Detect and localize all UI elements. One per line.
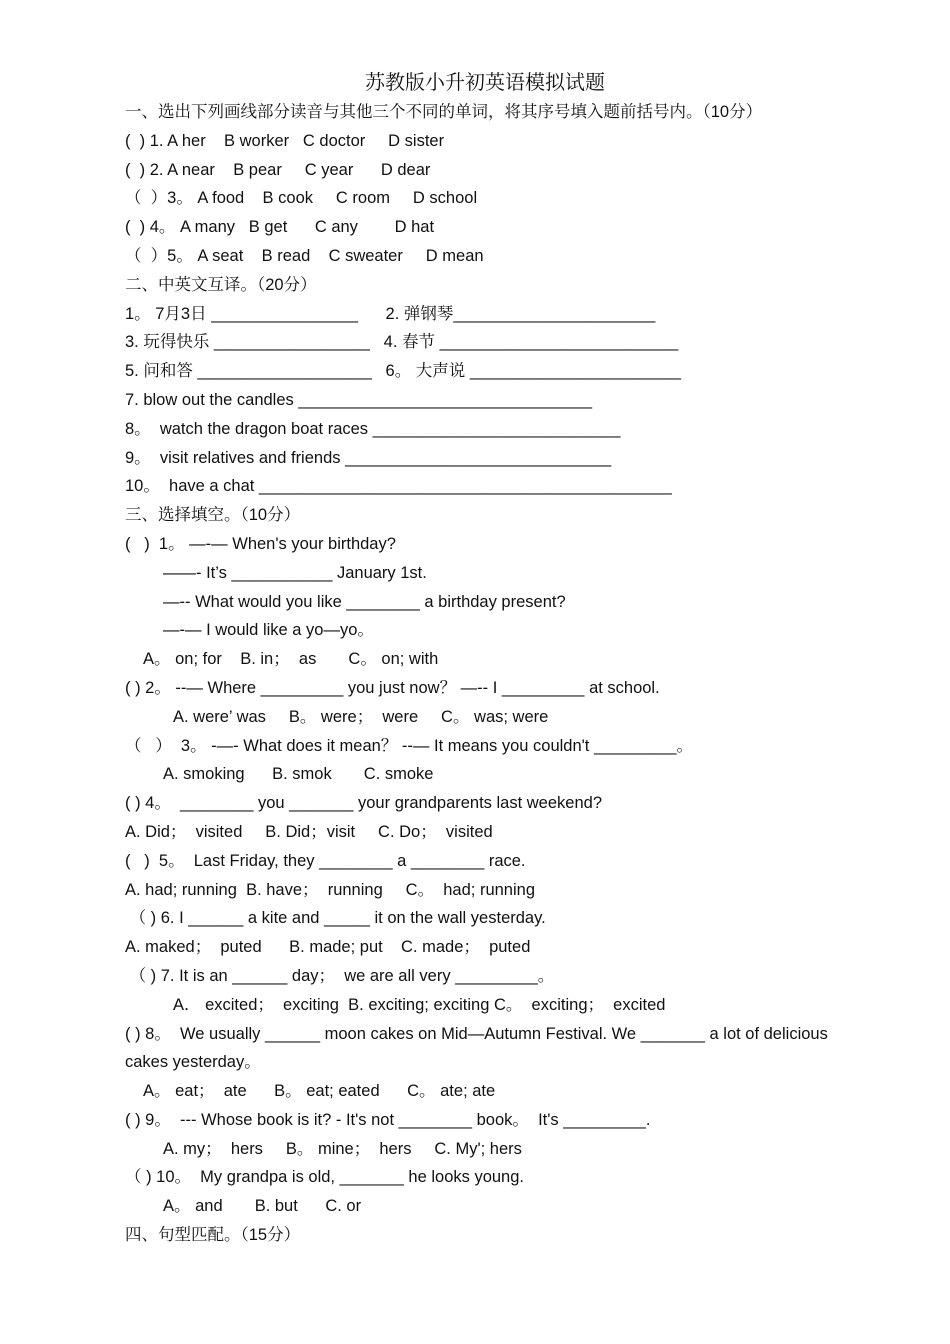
text-line: （ ） 3。 -—- What does it mean？ --— It means you couldn't _________。 [125,736,694,755]
text-line: 3. 玩得快乐 _________________ 4. 春节 __________________________ [125,333,679,352]
text-line: 9。 visit relatives and friends _____________________________ [125,448,612,467]
text-line: （ ）3。 A food B cook C room D school [125,189,478,208]
text-line: 5. 问和答 ___________________ 6。 大声说 _______________________ [125,362,681,381]
text-line: ( ) 4。 A many B get C any D hat [125,218,435,237]
text-line: （ ) 7. It is an ______ day； we are all very _________。 [125,966,555,985]
text-line: A。 and B. but C. or [163,1197,362,1216]
text-line: ( ) 5。 Last Friday, they ________ a ________ race. [125,851,526,870]
text-line: 1。 7月3日 ________________ 2. 弹钢琴______________________ [125,304,656,323]
text-line: ( ) 2. A near B pear C year D dear [125,160,431,179]
text-line: （ ) 6. I ______ a kite and _____ it on the wall yesterday. [125,909,546,928]
text-line: A。 eat； ate B。 eat; eated C。 ate; ate [143,1082,496,1101]
text-line: （ ）5。 A seat B read C sweater D mean [125,246,484,265]
text-line: A． excited； exciting B. exciting; exciting C。 exciting； excited [173,995,666,1014]
text-line: ( ) 4。 ________ you _______ your grandparents last weekend? [125,794,602,813]
text-line: ( ) 9。 --- Whose book is it? - It's not ________ book。 It's _________. [125,1110,651,1129]
text-line: 四、句型匹配。（15分） [125,1226,301,1245]
text-line: A. my； hers B。 mine； hers C. My'; hers [163,1139,522,1158]
text-line: A. maked； puted B. made; put C. made； puted [125,938,531,957]
page-title: 苏教版小升初英语模拟试题 [365,72,605,94]
text-line: 8。 watch the dragon boat races ___________________________ [125,419,621,438]
text-line: ( ) 8。 We usually ______ moon cakes on Mid—Autumn Festival. We _______ a lot of delicious cakes yesterday。 [125,1024,833,1072]
text-line: —-— I would like a yo—yo。 [163,621,374,640]
exam-page [125,68,845,1250]
text-line: ( ) 1. A her B worker C doctor D sister [125,131,445,150]
text-line: 三、选择填空。（10分） [125,506,301,525]
text-line: A. Did； visited B. Did；visit C. Do； visited [125,822,493,841]
text-line: 二、中英文互译。（20分） [125,275,317,294]
text-line: ( ) 1。 —-— When's your birthday? [125,534,396,553]
text-line: （ ) 10。 My grandpa is old, _______ he looks young. [125,1168,524,1187]
text-line: A. had; running B. have； running C。 had; running [125,880,535,899]
text-line: 7. blow out the candles ________________________________ [125,390,593,409]
text-line: A. smoking B. smok C. smoke [163,765,434,784]
exam-body [125,98,845,1250]
text-line: A。 on; for B. in； as C。 on; with [143,650,439,669]
text-line: —-- What would you like ________ a birthday present? [163,592,566,611]
text-line: 一、选出下列画线部分读音与其他三个不同的单词，将其序号填入题前括号内。（10分） [125,103,763,121]
text-line: A. were’ was B。 were； were C。 was; were [173,707,549,726]
text-line: 10。 have a chat _____________________________________________ [125,477,672,496]
text-line: ( ) 2。 --— Where _________ you just now？ —-- I _________ at school. [125,678,660,697]
text-line: ——- It’s ___________ January 1st. [163,563,427,582]
